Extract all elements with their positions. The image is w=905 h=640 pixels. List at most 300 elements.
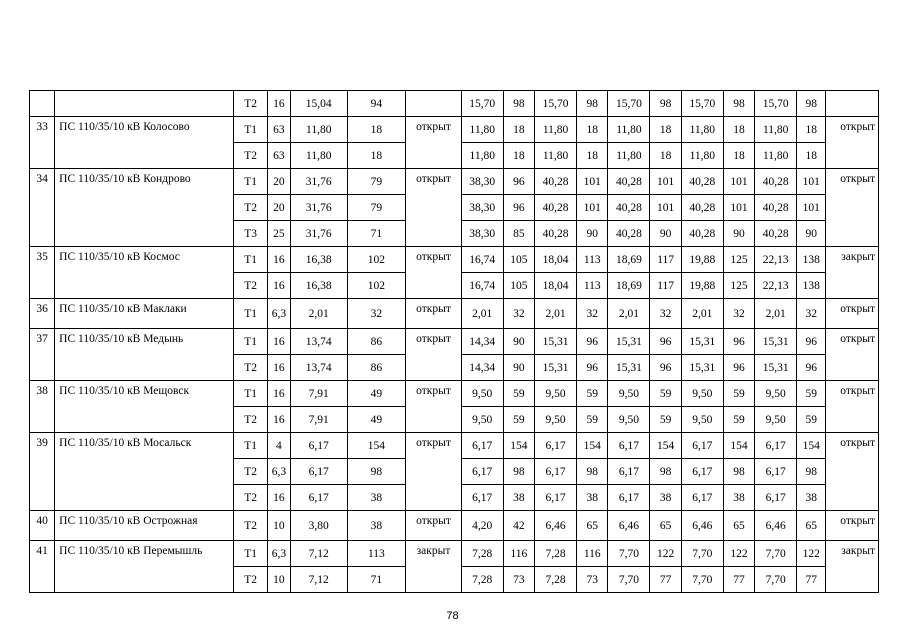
forecast-cell: 32 — [797, 299, 826, 329]
transformer-cell: Т2 — [234, 355, 268, 381]
forecast-cell: 125 — [723, 273, 754, 299]
forecast-cell: 16,74 — [461, 247, 503, 273]
forecast-cell: 90 — [503, 329, 534, 355]
forecast-cell: 138 — [797, 273, 826, 299]
forecast-cell: 98 — [503, 459, 534, 485]
station-name-cell: ПС 110/35/10 кВ Маклаки — [55, 299, 234, 329]
forecast-cell: 98 — [797, 459, 826, 485]
forecast-cell: 6,17 — [755, 459, 797, 485]
table-row — [30, 299, 879, 329]
power-cell: 16 — [267, 247, 290, 273]
load-value-cell: 11,80 — [290, 117, 347, 143]
load-value-cell: 13,74 — [290, 355, 347, 381]
load-value-cell: 7,91 — [290, 381, 347, 407]
forecast-cell: 19,88 — [681, 273, 723, 299]
transformer-cell: Т2 — [234, 567, 268, 593]
forecast-cell: 15,31 — [535, 329, 577, 355]
forecast-cell: 18 — [503, 117, 534, 143]
load-percent-cell: 38 — [347, 485, 406, 511]
forecast-cell: 14,34 — [461, 355, 503, 381]
forecast-cell: 38,30 — [461, 169, 503, 195]
forecast-cell: 40,28 — [755, 221, 797, 247]
transformer-cell: Т1 — [234, 117, 268, 143]
station-name-cell: ПС 110/35/10 кВ Острожная — [55, 511, 234, 541]
load-value-cell: 3,80 — [290, 511, 347, 541]
load-value-cell: 15,04 — [290, 91, 347, 117]
forecast-cell: 9,50 — [461, 407, 503, 433]
forecast-cell: 15,70 — [461, 91, 503, 117]
load-percent-cell: 18 — [347, 143, 406, 169]
forecast-cell: 98 — [797, 91, 826, 117]
forecast-cell: 40,28 — [535, 221, 577, 247]
forecast-cell: 40,28 — [755, 195, 797, 221]
number-cell — [30, 91, 55, 117]
state2-cell: открыт — [826, 169, 879, 247]
forecast-cell: 6,17 — [681, 459, 723, 485]
table-row — [30, 117, 879, 143]
load-percent-cell: 113 — [347, 541, 406, 567]
forecast-cell: 59 — [503, 407, 534, 433]
state2-cell: открыт — [826, 511, 879, 541]
forecast-cell: 11,80 — [535, 117, 577, 143]
load-percent-cell: 98 — [347, 459, 406, 485]
forecast-cell: 101 — [723, 169, 754, 195]
forecast-cell: 9,50 — [535, 381, 577, 407]
forecast-cell: 6,46 — [535, 511, 577, 541]
forecast-cell: 40,28 — [681, 169, 723, 195]
forecast-cell: 6,17 — [608, 433, 650, 459]
state2-cell: открыт — [826, 299, 879, 329]
load-percent-cell: 71 — [347, 221, 406, 247]
forecast-cell: 65 — [577, 511, 608, 541]
forecast-cell: 73 — [577, 567, 608, 593]
forecast-cell: 65 — [797, 511, 826, 541]
load-value-cell: 7,12 — [290, 541, 347, 567]
forecast-cell: 96 — [650, 355, 681, 381]
forecast-cell: 15,31 — [755, 329, 797, 355]
forecast-cell: 40,28 — [535, 195, 577, 221]
forecast-cell: 6,17 — [461, 459, 503, 485]
forecast-cell: 96 — [650, 329, 681, 355]
forecast-cell: 113 — [577, 247, 608, 273]
forecast-cell: 15,70 — [681, 91, 723, 117]
forecast-cell: 90 — [503, 355, 534, 381]
load-value-cell: 6,17 — [290, 459, 347, 485]
table-row — [30, 511, 879, 541]
power-cell: 10 — [267, 567, 290, 593]
forecast-cell: 2,01 — [461, 299, 503, 329]
forecast-cell: 6,17 — [608, 485, 650, 511]
forecast-cell: 6,46 — [608, 511, 650, 541]
state-cell: открыт — [406, 247, 462, 299]
forecast-cell: 154 — [503, 433, 534, 459]
forecast-cell: 2,01 — [535, 299, 577, 329]
load-percent-cell: 18 — [347, 117, 406, 143]
forecast-cell: 7,70 — [608, 541, 650, 567]
power-cell: 25 — [267, 221, 290, 247]
forecast-cell: 138 — [797, 247, 826, 273]
forecast-cell: 2,01 — [681, 299, 723, 329]
forecast-cell: 116 — [577, 541, 608, 567]
forecast-cell: 9,50 — [608, 381, 650, 407]
forecast-cell: 98 — [503, 91, 534, 117]
state-cell: открыт — [406, 381, 462, 433]
table-body — [30, 91, 879, 593]
load-percent-cell: 86 — [347, 355, 406, 381]
forecast-cell: 15,70 — [608, 91, 650, 117]
power-cell: 16 — [267, 329, 290, 355]
forecast-cell: 105 — [503, 273, 534, 299]
forecast-cell: 6,17 — [755, 433, 797, 459]
load-value-cell: 31,76 — [290, 221, 347, 247]
forecast-cell: 19,88 — [681, 247, 723, 273]
station-name-cell — [55, 91, 234, 117]
forecast-cell: 59 — [723, 407, 754, 433]
station-number-cell: 41 — [30, 541, 55, 593]
forecast-cell: 6,17 — [461, 485, 503, 511]
forecast-cell: 18 — [723, 117, 754, 143]
forecast-cell: 59 — [577, 381, 608, 407]
forecast-cell: 32 — [650, 299, 681, 329]
forecast-cell: 96 — [503, 195, 534, 221]
forecast-cell: 11,80 — [608, 143, 650, 169]
power-cell: 20 — [267, 195, 290, 221]
forecast-cell: 7,70 — [681, 541, 723, 567]
forecast-cell: 77 — [650, 567, 681, 593]
transformer-cell: Т2 — [234, 143, 268, 169]
state-cell: закрыт — [406, 541, 462, 593]
forecast-cell: 9,50 — [461, 381, 503, 407]
state-cell: открыт — [406, 117, 462, 169]
load-value-cell: 6,17 — [290, 485, 347, 511]
forecast-cell: 101 — [723, 195, 754, 221]
forecast-cell: 9,50 — [681, 407, 723, 433]
forecast-cell: 122 — [797, 541, 826, 567]
forecast-cell: 18 — [503, 143, 534, 169]
transformer-cell: Т1 — [234, 299, 268, 329]
forecast-cell: 18 — [797, 117, 826, 143]
load-percent-cell: 154 — [347, 433, 406, 459]
forecast-cell: 101 — [577, 195, 608, 221]
station-name-cell: ПС 110/35/10 кВ Космос — [55, 247, 234, 299]
state-cell: открыт — [406, 433, 462, 511]
transformer-cell: Т1 — [234, 381, 268, 407]
table-row — [30, 247, 879, 273]
forecast-cell: 18,69 — [608, 247, 650, 273]
power-cell: 16 — [267, 407, 290, 433]
forecast-cell: 16,74 — [461, 273, 503, 299]
forecast-cell: 18 — [797, 143, 826, 169]
forecast-cell: 7,70 — [681, 567, 723, 593]
forecast-cell: 6,17 — [681, 433, 723, 459]
station-name-cell: ПС 110/35/10 кВ Мосальск — [55, 433, 234, 511]
forecast-cell: 96 — [797, 329, 826, 355]
table-row — [30, 381, 879, 407]
forecast-cell: 40,28 — [755, 169, 797, 195]
forecast-cell: 154 — [797, 433, 826, 459]
forecast-cell: 101 — [797, 195, 826, 221]
forecast-cell: 98 — [577, 459, 608, 485]
state-cell — [406, 91, 462, 117]
load-percent-cell: 102 — [347, 273, 406, 299]
forecast-cell: 154 — [650, 433, 681, 459]
transformer-cell: Т3 — [234, 221, 268, 247]
power-cell: 4 — [267, 433, 290, 459]
forecast-cell: 154 — [723, 433, 754, 459]
forecast-cell: 11,80 — [608, 117, 650, 143]
forecast-cell: 9,50 — [755, 381, 797, 407]
transformer-cell: Т2 — [234, 511, 268, 541]
load-percent-cell: 71 — [347, 567, 406, 593]
station-name-cell: ПС 110/35/10 кВ Мещовск — [55, 381, 234, 433]
power-cell: 6,3 — [267, 459, 290, 485]
forecast-cell: 59 — [797, 381, 826, 407]
forecast-cell: 22,13 — [755, 273, 797, 299]
load-percent-cell: 102 — [347, 247, 406, 273]
forecast-cell: 32 — [723, 299, 754, 329]
load-value-cell: 16,38 — [290, 273, 347, 299]
forecast-cell: 18 — [723, 143, 754, 169]
table-row — [30, 169, 879, 195]
load-value-cell: 16,38 — [290, 247, 347, 273]
forecast-cell: 15,70 — [755, 91, 797, 117]
forecast-cell: 9,50 — [535, 407, 577, 433]
transformer-cell: Т1 — [234, 247, 268, 273]
forecast-cell: 6,17 — [755, 485, 797, 511]
forecast-cell: 11,80 — [755, 117, 797, 143]
power-cell: 16 — [267, 381, 290, 407]
transformer-cell: Т2 — [234, 485, 268, 511]
transformer-cell: Т2 — [234, 273, 268, 299]
load-value-cell: 31,76 — [290, 195, 347, 221]
transformer-cell: Т2 — [234, 459, 268, 485]
forecast-cell: 59 — [650, 407, 681, 433]
power-cell: 63 — [267, 143, 290, 169]
forecast-cell: 9,50 — [755, 407, 797, 433]
forecast-cell: 117 — [650, 247, 681, 273]
forecast-cell: 96 — [577, 329, 608, 355]
forecast-cell: 18,69 — [608, 273, 650, 299]
forecast-cell: 18,04 — [535, 247, 577, 273]
forecast-cell: 7,70 — [755, 567, 797, 593]
transformer-cell: Т1 — [234, 541, 268, 567]
forecast-cell: 11,80 — [461, 117, 503, 143]
forecast-cell: 7,70 — [608, 567, 650, 593]
forecast-cell: 6,17 — [535, 459, 577, 485]
forecast-cell: 7,28 — [461, 541, 503, 567]
forecast-cell: 9,50 — [681, 381, 723, 407]
station-number-cell: 40 — [30, 511, 55, 541]
forecast-cell: 65 — [650, 511, 681, 541]
state2-cell: закрыт — [826, 247, 879, 299]
load-value-cell: 7,12 — [290, 567, 347, 593]
forecast-cell: 11,80 — [461, 143, 503, 169]
forecast-cell: 6,46 — [681, 511, 723, 541]
transformer-cell: Т1 — [234, 329, 268, 355]
forecast-cell: 9,50 — [608, 407, 650, 433]
forecast-cell: 40,28 — [608, 169, 650, 195]
forecast-cell: 6,46 — [755, 511, 797, 541]
load-percent-cell: 94 — [347, 91, 406, 117]
forecast-cell: 14,34 — [461, 329, 503, 355]
forecast-cell: 15,31 — [535, 355, 577, 381]
load-value-cell: 7,91 — [290, 407, 347, 433]
forecast-cell: 18 — [650, 143, 681, 169]
state2-cell: открыт — [826, 381, 879, 433]
forecast-cell: 15,31 — [608, 329, 650, 355]
station-number-cell: 33 — [30, 117, 55, 169]
forecast-cell: 2,01 — [755, 299, 797, 329]
power-cell: 16 — [267, 355, 290, 381]
table-row — [30, 433, 879, 459]
forecast-cell: 90 — [650, 221, 681, 247]
forecast-cell: 42 — [503, 511, 534, 541]
station-name-cell: ПС 110/35/10 кВ Колосово — [55, 117, 234, 169]
forecast-cell: 11,80 — [681, 143, 723, 169]
forecast-cell: 98 — [723, 91, 754, 117]
load-percent-cell: 49 — [347, 407, 406, 433]
forecast-cell: 59 — [503, 381, 534, 407]
forecast-cell: 98 — [723, 459, 754, 485]
load-percent-cell: 79 — [347, 169, 406, 195]
forecast-cell: 15,31 — [681, 355, 723, 381]
forecast-cell: 15,70 — [535, 91, 577, 117]
forecast-cell: 7,28 — [461, 567, 503, 593]
forecast-cell: 105 — [503, 247, 534, 273]
power-cell: 20 — [267, 169, 290, 195]
forecast-cell: 15,31 — [608, 355, 650, 381]
forecast-cell: 18 — [577, 143, 608, 169]
forecast-cell: 96 — [503, 169, 534, 195]
forecast-cell: 7,28 — [535, 541, 577, 567]
forecast-cell: 38 — [797, 485, 826, 511]
station-number-cell: 38 — [30, 381, 55, 433]
forecast-cell: 59 — [577, 407, 608, 433]
station-number-cell: 37 — [30, 329, 55, 381]
forecast-cell: 6,17 — [461, 433, 503, 459]
forecast-cell: 40,28 — [535, 169, 577, 195]
forecast-cell: 7,28 — [535, 567, 577, 593]
forecast-cell: 2,01 — [608, 299, 650, 329]
state2-cell: открыт — [826, 117, 879, 169]
forecast-cell: 113 — [577, 273, 608, 299]
forecast-cell: 18 — [650, 117, 681, 143]
station-number-cell: 34 — [30, 169, 55, 247]
forecast-cell: 7,70 — [755, 541, 797, 567]
load-percent-cell: 38 — [347, 511, 406, 541]
power-cell: 6,3 — [267, 541, 290, 567]
forecast-cell: 22,13 — [755, 247, 797, 273]
transformer-cell: Т1 — [234, 433, 268, 459]
forecast-cell: 59 — [650, 381, 681, 407]
forecast-cell: 116 — [503, 541, 534, 567]
load-value-cell: 6,17 — [290, 433, 347, 459]
station-name-cell: ПС 110/35/10 кВ Кондрово — [55, 169, 234, 247]
power-cell: 16 — [267, 273, 290, 299]
forecast-cell: 40,28 — [608, 221, 650, 247]
table-row — [30, 541, 879, 567]
state2-cell — [826, 91, 879, 117]
forecast-cell: 6,17 — [535, 485, 577, 511]
state-cell: открыт — [406, 329, 462, 381]
forecast-cell: 15,31 — [681, 329, 723, 355]
forecast-cell: 101 — [577, 169, 608, 195]
power-cell: 16 — [267, 485, 290, 511]
forecast-cell: 85 — [503, 221, 534, 247]
state2-cell: закрыт — [826, 541, 879, 593]
forecast-cell: 38 — [650, 485, 681, 511]
load-percent-cell: 49 — [347, 381, 406, 407]
forecast-cell: 40,28 — [608, 195, 650, 221]
load-percent-cell: 32 — [347, 299, 406, 329]
load-value-cell: 11,80 — [290, 143, 347, 169]
forecast-cell: 59 — [723, 381, 754, 407]
forecast-cell: 38 — [577, 485, 608, 511]
forecast-cell: 90 — [723, 221, 754, 247]
load-value-cell: 2,01 — [290, 299, 347, 329]
forecast-cell: 18,04 — [535, 273, 577, 299]
state2-cell: открыт — [826, 433, 879, 511]
transformer-cell: Т2 — [234, 91, 268, 117]
forecast-cell: 154 — [577, 433, 608, 459]
forecast-cell: 101 — [797, 169, 826, 195]
page-number: 78 — [446, 610, 459, 622]
state-cell: открыт — [406, 169, 462, 247]
table-row — [30, 91, 879, 117]
forecast-cell: 101 — [650, 169, 681, 195]
forecast-cell: 96 — [577, 355, 608, 381]
load-table — [29, 90, 879, 593]
state-cell: открыт — [406, 299, 462, 329]
forecast-cell: 32 — [577, 299, 608, 329]
forecast-cell: 65 — [723, 511, 754, 541]
forecast-cell: 38 — [503, 485, 534, 511]
station-number-cell: 36 — [30, 299, 55, 329]
power-cell: 63 — [267, 117, 290, 143]
station-name-cell: ПС 110/35/10 кВ Перемышль — [55, 541, 234, 593]
forecast-cell: 98 — [577, 91, 608, 117]
transformer-cell: Т2 — [234, 407, 268, 433]
power-cell: 16 — [267, 91, 290, 117]
load-percent-cell: 86 — [347, 329, 406, 355]
station-number-cell: 35 — [30, 247, 55, 299]
forecast-cell: 90 — [797, 221, 826, 247]
forecast-cell: 77 — [797, 567, 826, 593]
load-value-cell: 13,74 — [290, 329, 347, 355]
transformer-cell: Т1 — [234, 169, 268, 195]
forecast-cell: 40,28 — [681, 195, 723, 221]
forecast-cell: 90 — [577, 221, 608, 247]
forecast-cell: 117 — [650, 273, 681, 299]
forecast-cell: 122 — [723, 541, 754, 567]
forecast-cell: 38,30 — [461, 221, 503, 247]
forecast-cell: 122 — [650, 541, 681, 567]
state2-cell: открыт — [826, 329, 879, 381]
forecast-cell: 4,20 — [461, 511, 503, 541]
table-row — [30, 329, 879, 355]
forecast-cell: 11,80 — [681, 117, 723, 143]
forecast-cell: 98 — [650, 91, 681, 117]
forecast-cell: 6,17 — [681, 485, 723, 511]
power-cell: 6,3 — [267, 299, 290, 329]
forecast-cell: 98 — [650, 459, 681, 485]
forecast-cell: 125 — [723, 247, 754, 273]
forecast-cell: 77 — [723, 567, 754, 593]
station-name-cell: ПС 110/35/10 кВ Медынь — [55, 329, 234, 381]
forecast-cell: 32 — [503, 299, 534, 329]
power-cell: 10 — [267, 511, 290, 541]
forecast-cell: 73 — [503, 567, 534, 593]
